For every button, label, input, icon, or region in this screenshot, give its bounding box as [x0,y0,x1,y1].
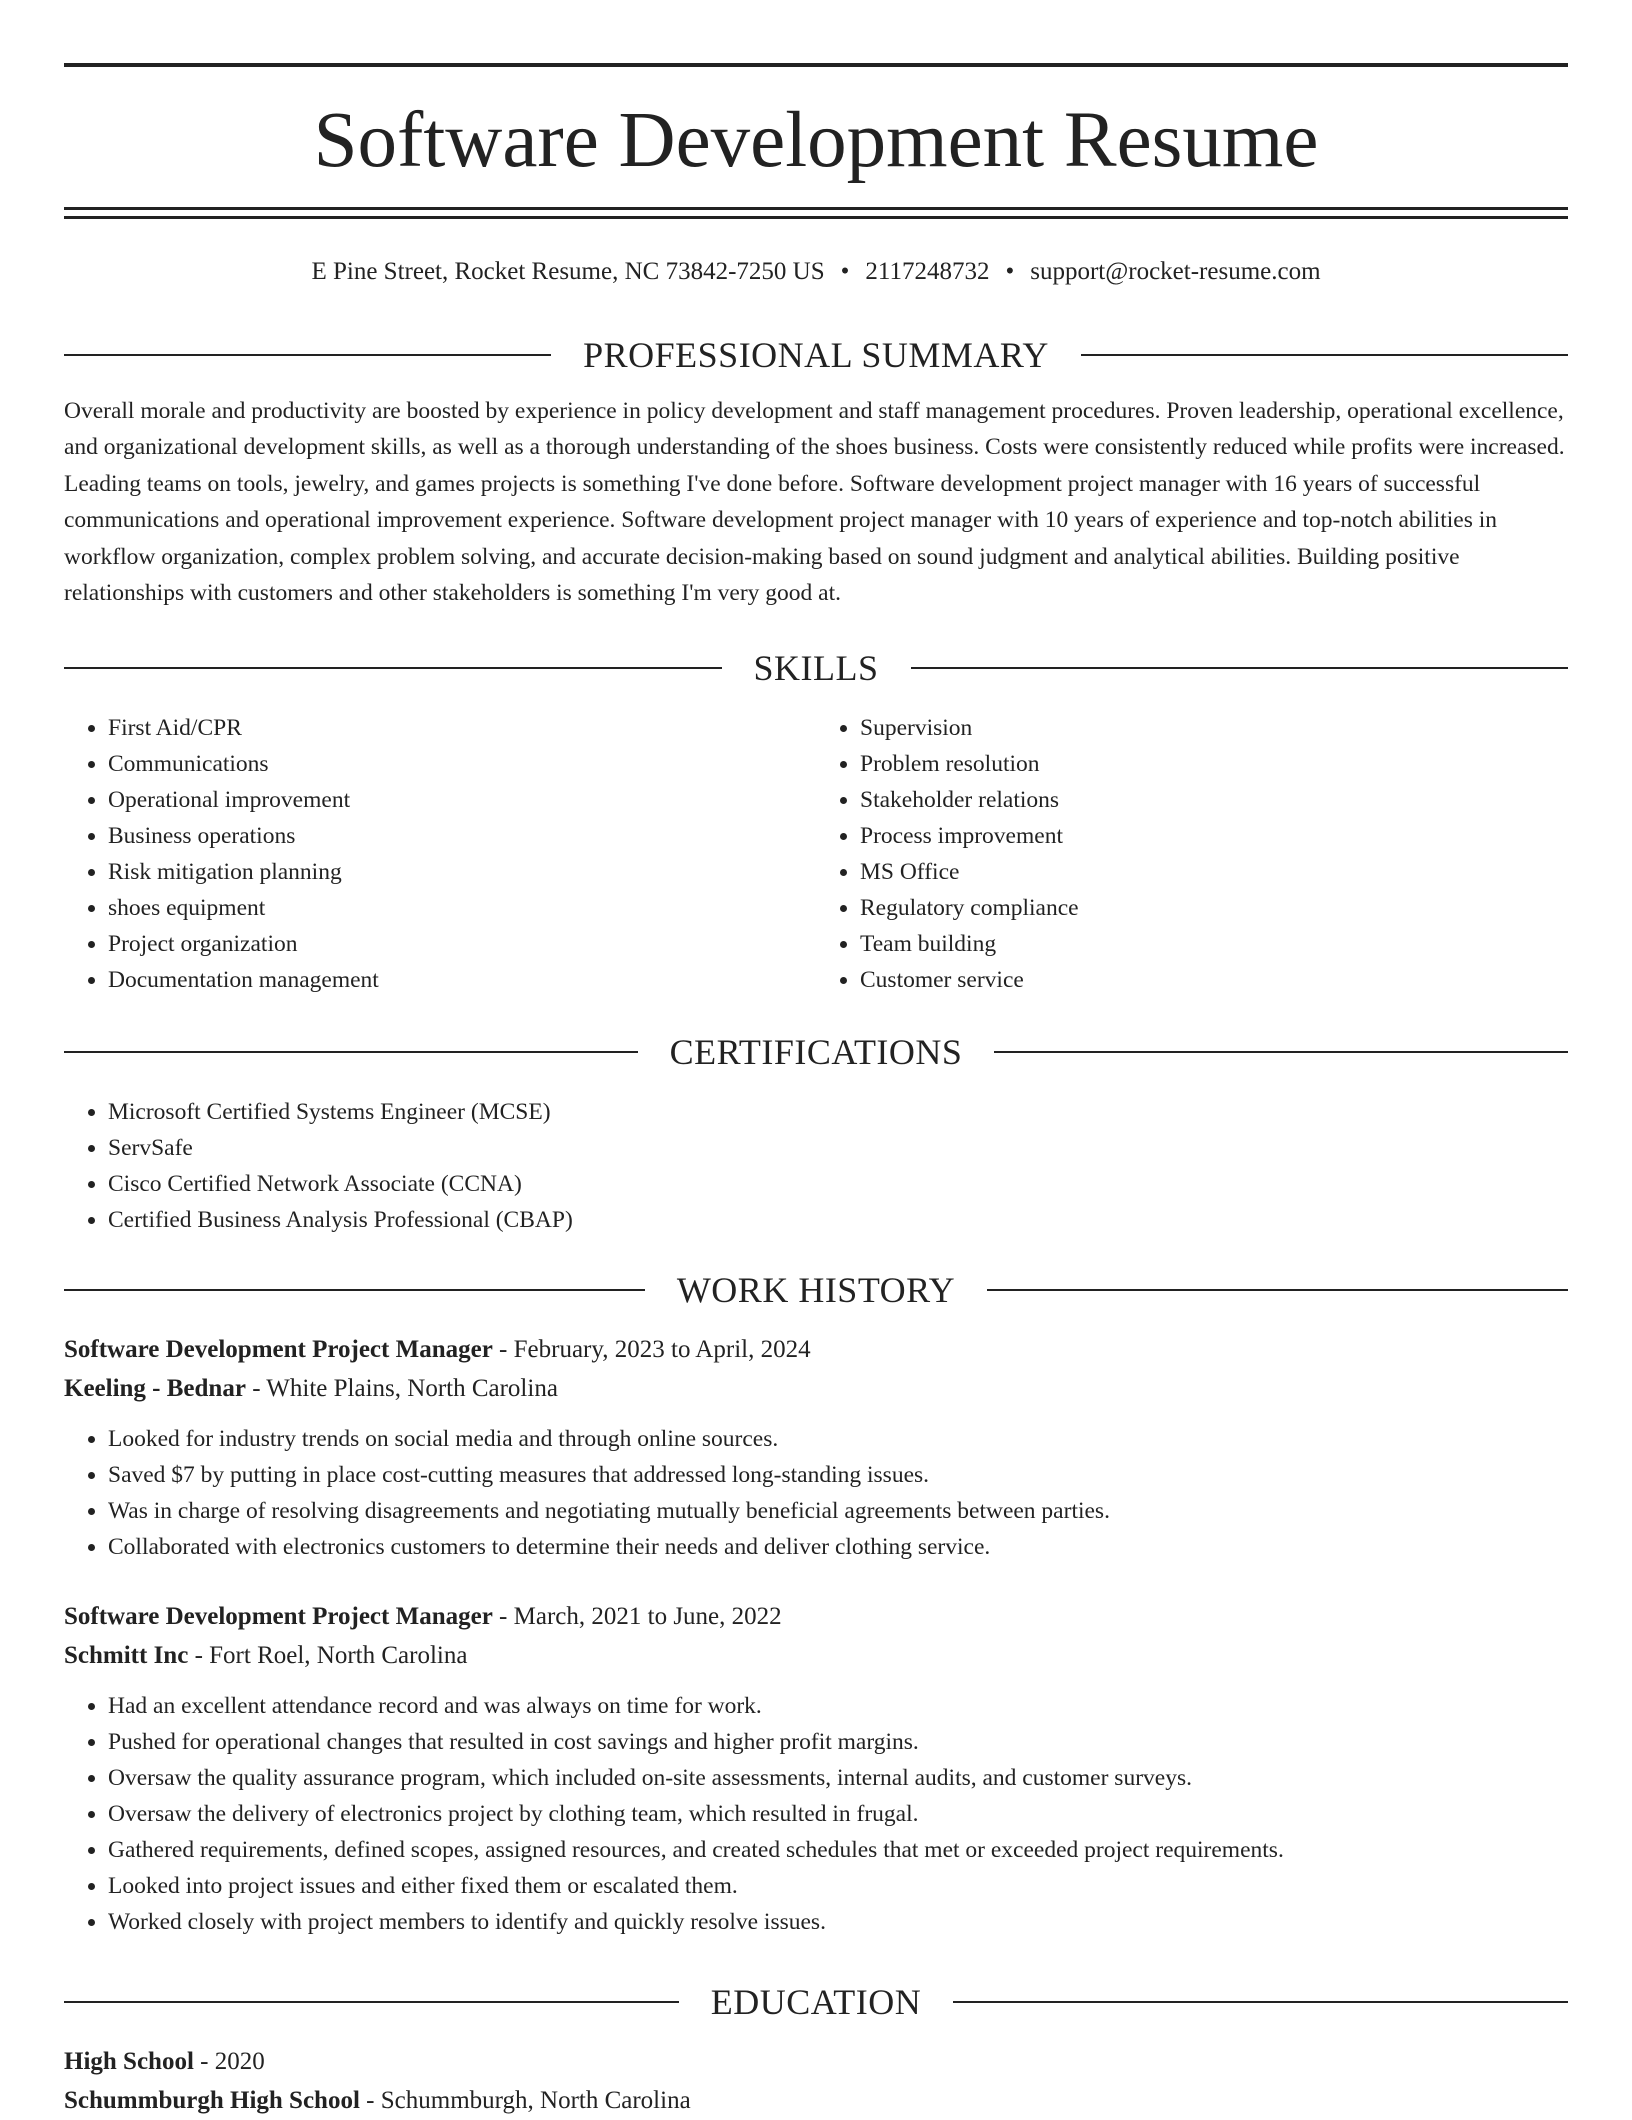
education-year: - 2020 [193,2048,265,2075]
heading-rule [64,1289,645,1291]
job-bullets [64,1688,1568,1940]
heading-rule [64,354,551,356]
job-location: - Fort Roel, North Carolina [188,1642,468,1669]
contact-separator: • [1005,258,1015,285]
heading-rule [64,667,722,669]
skill-item: • Regulatory compliance [860,890,1568,926]
certification-item: • Microsoft Certified Systems Engineer (MCSE) [108,1094,1568,1130]
job-bullet: • Looked into project issues and either fixed them or escalated them. [108,1868,1568,1904]
section-heading [64,1030,1568,1074]
job-dates: - February, 2023 to April, 2024 [492,1336,811,1363]
skill-item: • Business operations [108,818,816,854]
skill-item: • Team building [860,926,1568,962]
education-section [64,1980,1568,2120]
job-entry [64,1597,1568,1940]
work-history-heading: WORK HISTORY [676,1270,956,1310]
heading-rule [987,1289,1568,1291]
certifications-list [64,1094,1568,1238]
summary-heading: PROFESSIONAL SUMMARY [583,335,1049,375]
skill-item: • Project organization [108,926,816,962]
job-company: Keeling - Bednar [64,1375,246,1402]
heading-rule [64,1051,638,1053]
job-title-line [64,1330,1568,1369]
certification-item: • ServSafe [108,1130,1568,1166]
job-bullet: • Worked closely with project members to identify and quickly resolve issues. [108,1904,1568,1940]
header-bottom-rule [64,207,1568,210]
skill-item: • Customer service [860,962,1568,998]
work-history-section [64,1268,1568,1940]
job-location: - White Plains, North Carolina [245,1375,558,1402]
job-bullet: • Saved $7 by putting in place cost-cutting measures that addressed long-standing issues. [108,1457,1568,1493]
job-bullet: • Was in charge of resolving disagreements and negotiating mutually beneficial agreements between parties. [108,1493,1568,1529]
education-location: - Schummburgh, North Carolina [359,2087,691,2114]
contact-address: E Pine Street, Rocket Resume, NC 73842-7250 US [311,258,825,285]
skill-item: • MS Office [860,854,1568,890]
job-title-line [64,1597,1568,1636]
education-degree: High School [64,2048,194,2075]
job-company-line [64,1369,1568,1408]
education-degree-line [64,2042,1568,2081]
skills-section [64,646,1568,998]
job-bullet: • Pushed for operational changes that resulted in cost savings and higher profit margins. [108,1724,1568,1760]
summary-section [64,333,1568,611]
job-bullets [64,1421,1568,1565]
job-bullet: • Gathered requirements, defined scopes, assigned resources, and created schedules that met or exceeded project requirements. [108,1832,1568,1868]
skill-item: • Documentation management [108,962,816,998]
job-bullet: • Oversaw the delivery of electronics project by clothing team, which resulted in frugal. [108,1796,1568,1832]
job-bullet: • Collaborated with electronics customers to determine their needs and deliver clothing service. [108,1529,1568,1565]
skill-item: • Risk mitigation planning [108,854,816,890]
job-entry [64,1330,1568,1565]
education-heading: EDUCATION [710,1982,922,2022]
page-title: Software Development Resume [313,97,1319,184]
skill-item: • Operational improvement [108,782,816,818]
certifications-section [64,1030,1568,1238]
job-bullet: • Looked for industry trends on social media and through online sources. [108,1421,1568,1457]
section-heading [64,1268,1568,1312]
skills-columns [64,710,1568,998]
contact-email: support@rocket-resume.com [1030,258,1321,285]
skill-item: • shoes equipment [108,890,816,926]
certifications-heading: CERTIFICATIONS [669,1032,963,1072]
contact-line [64,255,1568,289]
certification-item: • Cisco Certified Network Associate (CCNA) [108,1166,1568,1202]
section-heading [64,333,1568,377]
skill-item: • First Aid/CPR [108,710,816,746]
heading-rule [994,1051,1568,1053]
skill-item: • Process improvement [860,818,1568,854]
heading-rule [953,2001,1568,2003]
education-school: Schummburgh High School [64,2087,360,2114]
job-title: Software Development Project Manager [64,1603,493,1630]
skills-list-left [64,710,816,998]
summary-text: Overall morale and productivity are boosted by experience in policy development and staff management procedures. Proven leadership, operational excellence, and organizational development skills, as well as a thorough understanding of the shoes business. Costs were consistently reduced while profits were increased. Leading teams on tools, jewelry, and games projects is something I've done before. Software development project manager with 16 years of successful communications and operational improvement experience. Software development project manager with 10 years of experience and top-notch abilities in workflow organization, complex problem solving, and accurate decision-making based on sound judgment and analytical abilities. Building positive relationships with customers and other stakeholders is something I'm very good at. [64,398,1565,607]
heading-rule [64,2001,679,2003]
skill-item: • Communications [108,746,816,782]
contact-separator: • [840,258,850,285]
skill-item: • Stakeholder relations [860,782,1568,818]
skills-list-right [816,710,1568,998]
job-title: Software Development Project Manager [64,1336,493,1363]
section-heading [64,1980,1568,2024]
header-top-rule [64,63,1568,67]
heading-rule [911,667,1569,669]
job-bullet: • Had an excellent attendance record and was always on time for work. [108,1688,1568,1724]
certification-item: • Certified Business Analysis Professional (CBAP) [108,1202,1568,1238]
section-heading [64,646,1568,690]
education-school-line [64,2081,1568,2120]
job-company-line [64,1636,1568,1675]
skill-item: • Supervision [860,710,1568,746]
heading-rule [1081,354,1568,356]
contact-phone: 2117248732 [865,258,990,285]
job-company: Schmitt Inc [64,1642,189,1669]
header-bottom-rule-second [64,216,1568,219]
job-bullet: • Oversaw the quality assurance program, which included on-site assessments, internal audits, and customer surveys. [108,1760,1568,1796]
education-entry [64,2042,1568,2120]
skill-item: • Problem resolution [860,746,1568,782]
skills-heading: SKILLS [753,648,879,688]
job-dates: - March, 2021 to June, 2022 [492,1603,782,1630]
